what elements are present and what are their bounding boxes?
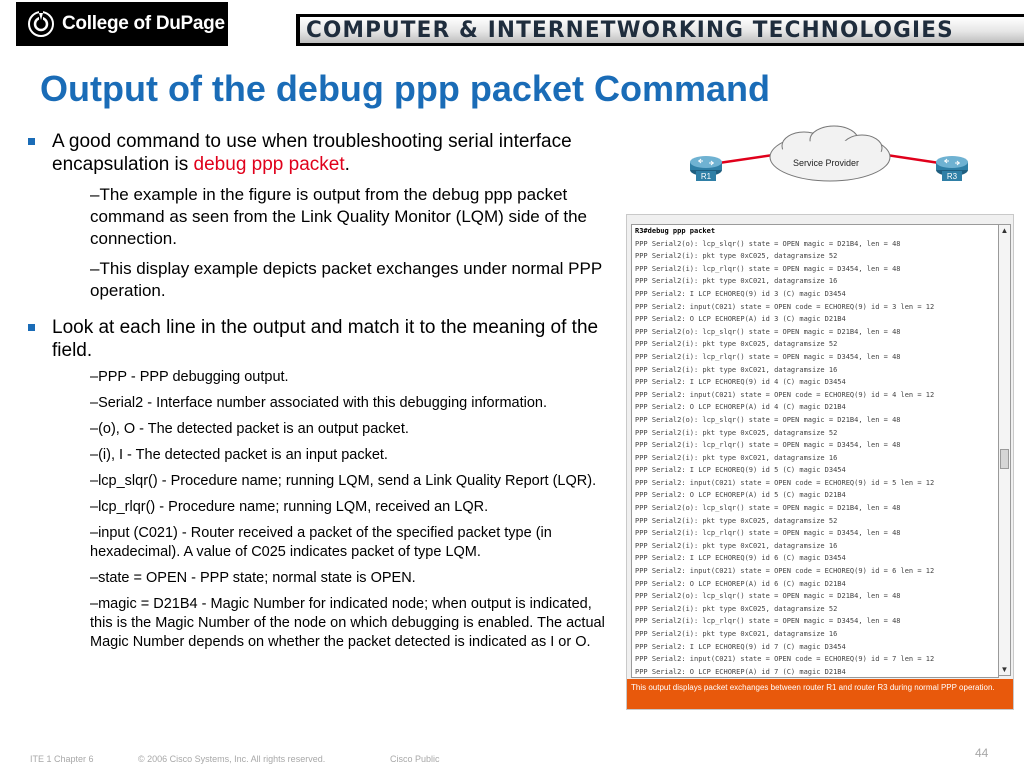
terminal-line: PPP Serial2: I LCP ECHOREQ(9) id 7 (C) magic D3454 bbox=[635, 642, 846, 651]
scrollbar-thumb[interactable] bbox=[1000, 449, 1009, 469]
terminal-line: PPP Serial2(o): lcp_slqr() state = OPEN magic = D21B4, len = 48 bbox=[635, 592, 901, 601]
terminal-line: PPP Serial2(i): pkt type 0xC025, datagramsize 52 bbox=[635, 428, 838, 437]
terminal-line: PPP Serial2: input(C021) state = OPEN code = ECHOREQ(9) id = 3 len = 12 bbox=[635, 302, 935, 311]
sub-item: –lcp_slqr() - Procedure name; running LQM, send a Link Quality Report (LQR). bbox=[90, 473, 597, 489]
terminal-line: PPP Serial2(i): pkt type 0xC025, datagramsize 52 bbox=[635, 252, 838, 261]
terminal-line: PPP Serial2: I LCP ECHOREQ(9) id 3 (C) magic D3454 bbox=[635, 289, 846, 298]
square-bullet-icon bbox=[28, 138, 35, 145]
bullet-item bbox=[26, 316, 616, 362]
terminal-line: PPP Serial2: input(C021) state = OPEN code = ECHOREQ(9) id = 6 len = 12 bbox=[635, 567, 935, 576]
terminal-line: PPP Serial2: input(C021) state = OPEN code = ECHOREQ(9) id = 5 len = 12 bbox=[635, 478, 935, 487]
footer-copyright: © 2006 Cisco Systems, Inc. All rights reserved. bbox=[138, 754, 326, 764]
sub-item: –(o), O - The detected packet is an output packet. bbox=[90, 421, 409, 437]
terminal-line: PPP Serial2(i): pkt type 0xC021, datagramsize 16 bbox=[635, 453, 838, 462]
college-logo-text: College of DuPage bbox=[62, 13, 225, 34]
cloud-icon bbox=[770, 126, 890, 181]
terminal-line: PPP Serial2(i): pkt type 0xC021, datagramsize 16 bbox=[635, 630, 838, 638]
terminal-line: PPP Serial2: I LCP ECHOREQ(9) id 6 (C) magic D3454 bbox=[635, 554, 846, 563]
slide-header bbox=[0, 0, 1024, 48]
terminal-line: PPP Serial2: O LCP ECHOREP(A) id 4 (C) magic D21B4 bbox=[635, 403, 846, 412]
terminal-line: PPP Serial2: O LCP ECHOREP(A) id 7 (C) magic D21B4 bbox=[635, 667, 846, 676]
terminal-line: PPP Serial2: O LCP ECHOREP(A) id 3 (C) magic D21B4 bbox=[635, 315, 846, 324]
college-logo-icon bbox=[28, 11, 54, 37]
terminal-line: PPP Serial2(i): lcp_rlqr() state = OPEN magic = D3454, len = 48 bbox=[635, 441, 901, 450]
terminal-line: PPP Serial2(i): pkt type 0xC025, datagramsize 52 bbox=[635, 340, 838, 349]
footer-classification: Cisco Public bbox=[390, 754, 440, 764]
scroll-up-arrow-icon[interactable]: ▲ bbox=[1000, 226, 1009, 235]
network-diagram bbox=[684, 124, 976, 190]
terminal-line: PPP Serial2(o): lcp_slqr() state = OPEN magic = D21B4, len = 48 bbox=[635, 504, 901, 513]
footer-course: ITE 1 Chapter 6 bbox=[30, 754, 94, 764]
college-logo bbox=[16, 2, 228, 46]
scroll-down-arrow-icon[interactable]: ▼ bbox=[1000, 665, 1009, 674]
router-r3-label: R3 bbox=[946, 172, 958, 181]
terminal-scrollbar[interactable] bbox=[998, 224, 1011, 676]
terminal-line: PPP Serial2(i): pkt type 0xC025, datagramsize 52 bbox=[635, 516, 838, 525]
terminal-line: PPP Serial2: input(C021) state = OPEN code = ECHOREQ(9) id = 4 len = 12 bbox=[635, 390, 935, 399]
sub-item: –(i), I - The detected packet is an input packet. bbox=[90, 447, 388, 463]
page-number: 44 bbox=[975, 746, 989, 760]
slide-body bbox=[26, 130, 616, 659]
slide-title: Output of the debug ppp packet Command bbox=[40, 68, 770, 109]
terminal-line: PPP Serial2(o): lcp_slqr() state = OPEN magic = D21B4, len = 48 bbox=[635, 239, 901, 248]
terminal-output[interactable] bbox=[631, 224, 999, 678]
terminal-line: PPP Serial2: O LCP ECHOREP(A) id 6 (C) magic D21B4 bbox=[635, 579, 846, 588]
square-bullet-icon bbox=[28, 324, 35, 331]
bullet-text: Look at each line in the output and match it to the meaning of the field. bbox=[52, 317, 599, 361]
terminal-line: PPP Serial2(i): pkt type 0xC021, datagramsize 16 bbox=[635, 277, 838, 286]
sub-item: –state = OPEN - PPP state; normal state is OPEN. bbox=[90, 570, 416, 586]
terminal-line: PPP Serial2(o): lcp_slqr() state = OPEN magic = D21B4, len = 48 bbox=[635, 415, 901, 424]
sub-item: –Serial2 - Interface number associated with this debugging information. bbox=[90, 395, 548, 411]
bullet-text-end: . bbox=[344, 154, 350, 175]
terminal-line: PPP Serial2(i): pkt type 0xC021, datagramsize 16 bbox=[635, 365, 838, 374]
sub-item: –The example in the figure is output from the debug ppp packet command as seen from the Link Quality Monitor (LQM) side of the connection. bbox=[90, 185, 587, 248]
terminal-line: PPP Serial2: I LCP ECHOREQ(9) id 4 (C) magic D3454 bbox=[635, 378, 846, 387]
sub-item: –lcp_rlqr() - Procedure name; running LQM, received an LQR. bbox=[90, 499, 489, 515]
bullet-item bbox=[26, 130, 616, 176]
terminal-line: PPP Serial2(i): lcp_rlqr() state = OPEN magic = D3454, len = 48 bbox=[635, 264, 901, 273]
terminal-line: PPP Serial2: input(C021) state = OPEN code = ECHOREQ(9) id = 7 len = 12 bbox=[635, 655, 935, 664]
program-banner bbox=[296, 14, 1024, 46]
terminal-line: PPP Serial2(i): lcp_rlqr() state = OPEN magic = D3454, len = 48 bbox=[635, 529, 901, 538]
cloud-label: Service Provider bbox=[792, 158, 860, 168]
bullet-text: A good command to use when troubleshooting serial interface encapsulation is bbox=[52, 131, 572, 175]
router-r1-label: R1 bbox=[700, 172, 712, 181]
terminal-line: PPP Serial2(i): lcp_rlqr() state = OPEN magic = D3454, len = 48 bbox=[635, 617, 901, 626]
command-highlight: debug ppp packet bbox=[193, 154, 345, 175]
program-banner-text: COMPUTER & INTERNETWORKING TECHNOLOGIES bbox=[306, 17, 954, 43]
terminal-line: PPP Serial2(i): pkt type 0xC021, datagramsize 16 bbox=[635, 541, 838, 550]
sub-item: –input (C021) - Router received a packet of the specified packet type (in hexadecimal). A value of C025 indicates packet of type LQM. bbox=[90, 525, 552, 560]
terminal-line: PPP Serial2: I LCP ECHOREQ(9) id 5 (C) magic D3454 bbox=[635, 466, 846, 475]
terminal-line: PPP Serial2(o): lcp_slqr() state = OPEN magic = D21B4, len = 48 bbox=[635, 327, 901, 336]
terminal-line: PPP Serial2: O LCP ECHOREP(A) id 5 (C) magic D21B4 bbox=[635, 491, 846, 500]
terminal-command: R3#debug ppp packet bbox=[635, 227, 716, 235]
sub-item: –magic = D21B4 - Magic Number for indicated node; when output is indicated, this is the Magic Number of the node on which debugging is enabled. The actual Magic Number depends on whether the packet detected is indicated as I or O. bbox=[90, 596, 605, 650]
sub-item: –This display example depicts packet exchanges under normal PPP operation. bbox=[90, 259, 602, 300]
figure-caption: This output displays packet exchanges between router R1 and router R3 during normal PPP operation. bbox=[627, 679, 1013, 709]
terminal-line: PPP Serial2(i): lcp_rlqr() state = OPEN magic = D3454, len = 48 bbox=[635, 352, 901, 361]
terminal-line: PPP Serial2(i): pkt type 0xC025, datagramsize 52 bbox=[635, 604, 838, 613]
debug-output-figure bbox=[626, 214, 1014, 710]
sub-item: –PPP - PPP debugging output. bbox=[90, 369, 289, 385]
